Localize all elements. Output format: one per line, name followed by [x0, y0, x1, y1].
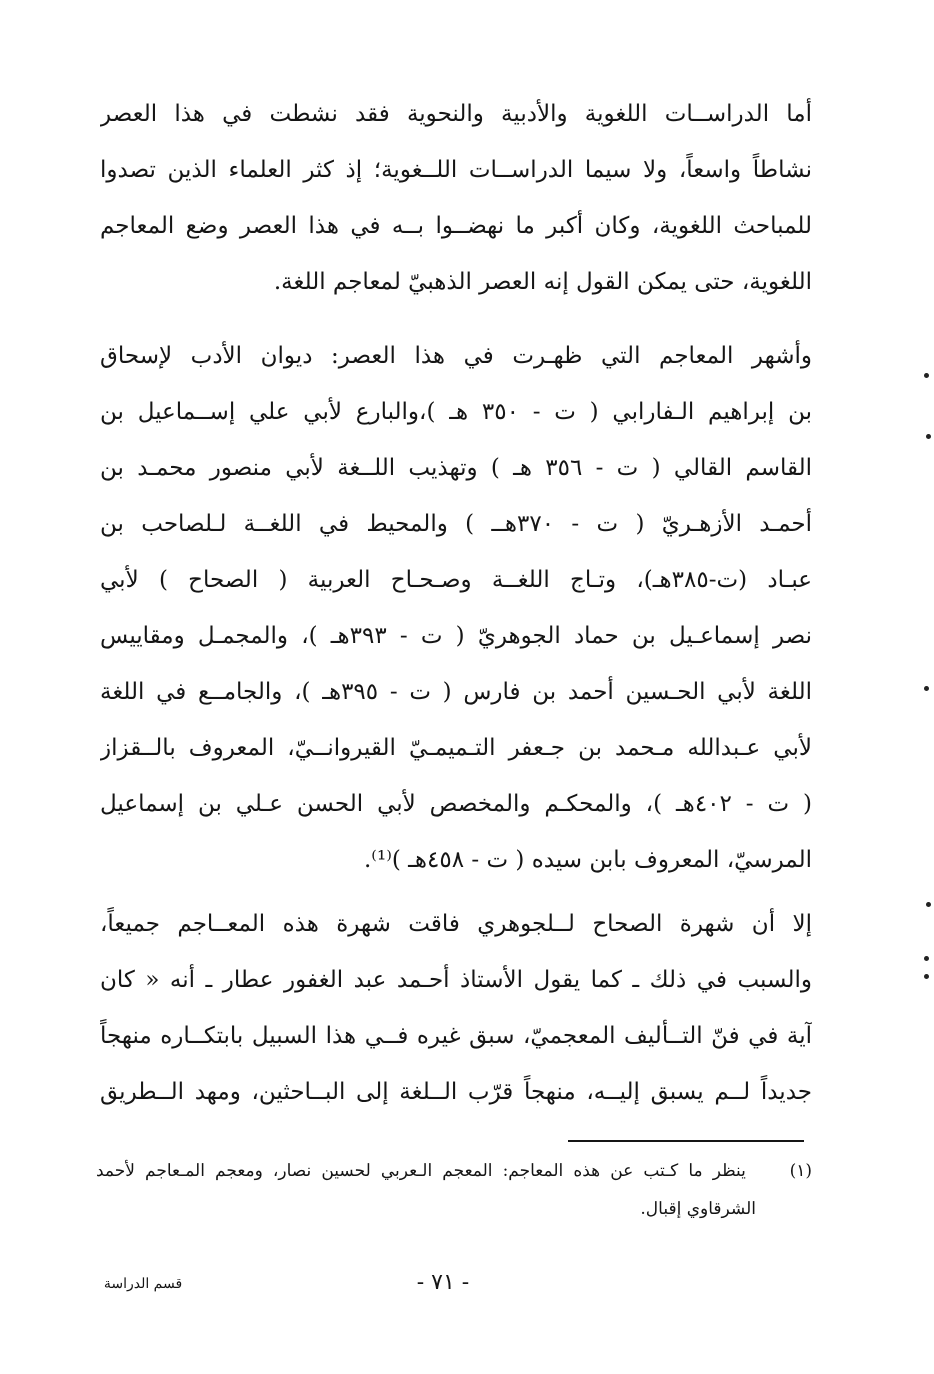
- text-line: أحمـد الأزهـريّ ( ت - ٣٧٠هــ ) والمحيط في اللغــة لـلصاحب بن: [100, 511, 812, 537]
- paragraph-gap: [100, 310, 812, 328]
- page-number: - ٧١ -: [416, 1270, 470, 1295]
- paragraph-3: [100, 896, 812, 1120]
- footnote-marker: (١): [789, 1161, 812, 1181]
- text-line: آية في فنّ التــأليف المعجميّ، سبق غيره فــي هذا السبيل بابتكــاره منهجاً: [100, 1023, 812, 1049]
- scan-speck: [926, 434, 931, 439]
- scan-speck: [926, 902, 931, 907]
- text-line: المرسيّ، المعروف بابن سيده ( ت - ٤٥٨هـ )⁽¹⁾.: [364, 847, 812, 873]
- section-label: قسم الدراسة: [103, 1276, 183, 1292]
- text-line: والسبب في ذلك ـ كما يقول الأستاذ أحـمد عبد الغفور عطار ـ أنه « كان: [100, 967, 812, 993]
- scan-speck: [924, 373, 929, 378]
- footnote-line: الشرقاوي إقبال.: [640, 1199, 756, 1219]
- text-line: عبـاد (ت-٣٨٥هـ)، وتـاج اللغــة وصـحـاح العربية ( الصحاح ) لأبي: [100, 567, 812, 593]
- footnotes: [96, 1152, 812, 1228]
- text-line: لأبي عـبدالله مـحمد بن جـعفر التـميمـيّ القيروانــيّ، المعروف بالــقزاز: [100, 735, 812, 761]
- paragraph-gap: [100, 888, 812, 896]
- text-line: نشاطاً واسعاً، ولا سيما الدراســات اللــغوية؛ إذ كثر العلماء الذين تصدوا: [100, 157, 812, 183]
- scan-speck: [924, 686, 929, 691]
- text-line: أما الدراســات اللغوية والأدبية والنحوية فقد نشطت في هذا العصر: [100, 101, 812, 127]
- text-line: اللغوية، حتى يمكن القول إنه العصر الذهبيّ لمعاجم اللغة.: [273, 269, 812, 295]
- text-line: للمباحث اللغوية، وكان أكبر ما نهضــوا بــه في هذا العصر وضع المعاجم: [100, 213, 812, 239]
- footnote-text: ينظر ما كـتب عن هذه المعاجم: المعجم الـعربي لحسين نصار، ومعجم المـعاجم لأحمد: [96, 1161, 746, 1181]
- main-text: [100, 86, 812, 1120]
- text-line: ( ت - ٤٠٢هـ )، والمحكـم والمخصص لأبي الحسن عـلي بن إسماعيل: [100, 791, 812, 817]
- text-line: نصر إسماعـيل بن حماد الجوهريّ ( ت - ٣٩٣هـ )، والمجمـل ومقاييس: [100, 623, 812, 649]
- footnote-separator: [568, 1140, 804, 1142]
- text-line: القاسم القالي ( ت - ٣٥٦ هـ ) وتهذيب اللــغة لأبي منصور محمـد بن: [100, 455, 812, 481]
- text-line: اللغة لأبي الحـسين أحمد بن فارس ( ت - ٣٩٥هـ )، والجامــع في اللغة: [100, 679, 812, 705]
- footnote-line: [96, 1152, 812, 1190]
- paragraph-1: [100, 86, 812, 310]
- scan-speck: [924, 956, 929, 961]
- text-line: إلا أن شهرة الصحاح لــلجوهري فاقت شهرة هذه المعــاجم جميعاً،: [100, 911, 812, 937]
- paragraph-2: [100, 328, 812, 888]
- text-line: جديداً لــم يسبق إليــه، منهجاً قرّب الــلغة إلى البــاحثين، ومهد الــطريق: [100, 1079, 812, 1105]
- text-line: بن إبراهيم الـفارابي ( ت - ٣٥٠ هـ )،والبارع لأبي علي إســماعيل بن: [100, 399, 812, 425]
- scan-speck: [924, 974, 929, 979]
- text-line: وأشهر المعاجم التي ظهـرت في هذا العصر: ديوان الأدب لإسحاق: [100, 343, 812, 369]
